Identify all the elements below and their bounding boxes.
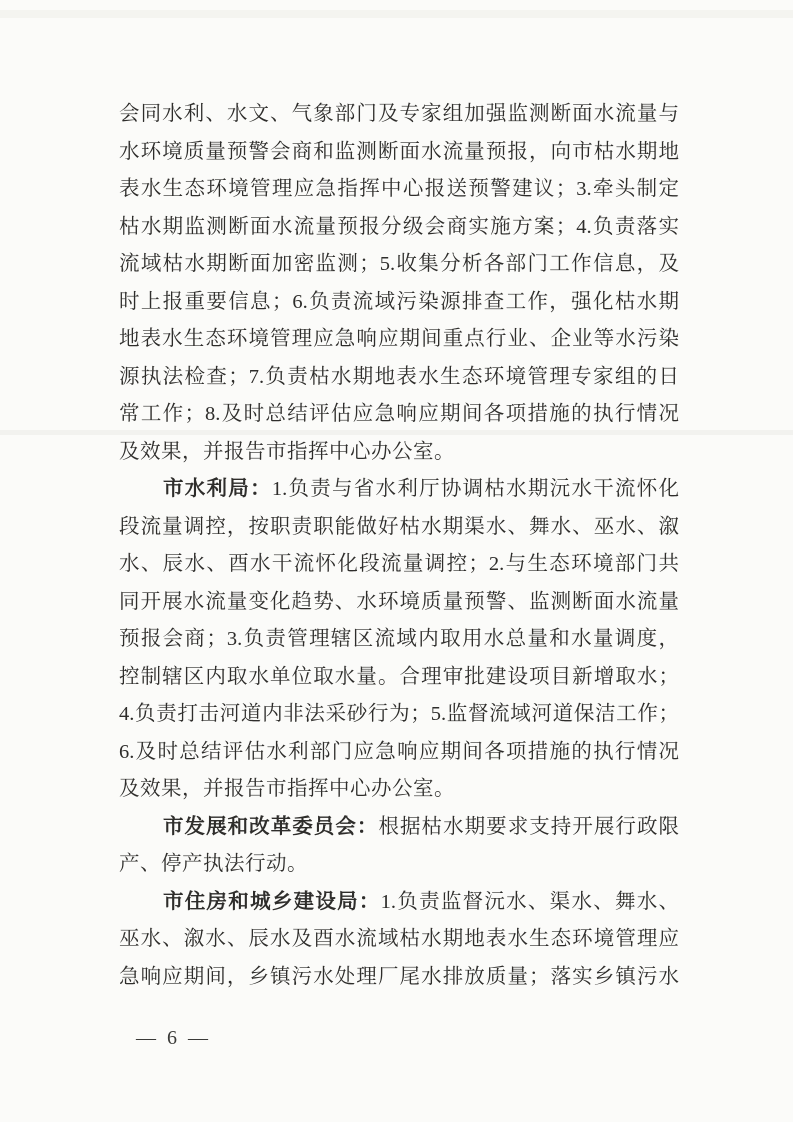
text-line: 市住房和城乡建设局：1.负责监督沅水、渠水、舞水、 xyxy=(163,890,680,913)
text-line: 流域枯水期断面加密监测；5.收集分析各部门工作信息，及 xyxy=(119,253,679,275)
text-line: 及效果，并报告市指挥中心办公室。 xyxy=(119,778,455,800)
scan-artifact xyxy=(0,10,793,18)
page-number: — 6 — xyxy=(136,1027,211,1049)
text-line: 控制辖区内取水单位取水量。合理审批建设项目新增取水； xyxy=(119,665,679,688)
text-line: 产、停产执法行动。 xyxy=(119,853,308,875)
text-line: 巫水、溆水、辰水及酉水流域枯水期地表水生态环境管理应 xyxy=(119,928,679,950)
text-line: 段流量调控，按职责职能做好枯水期渠水、舞水、巫水、溆 xyxy=(119,515,679,538)
text-line: 预报会商；3.负责管理辖区流域内取用水总量和水量调度， xyxy=(119,628,679,650)
text-line: 会同水利、水文、气象部门及专家组加强监测断面水流量与 xyxy=(119,103,679,125)
text-line: 枯水期监测断面水流量预报分级会商实施方案；4.负责落实 xyxy=(119,215,679,238)
text-line: 4.负责打击河道内非法采砂行为；5.监督流域河道保洁工作； xyxy=(119,703,679,725)
text-line: 时上报重要信息；6.负责流域污染源排查工作，强化枯水期 xyxy=(119,290,679,313)
text-line: 及效果，并报告市指挥中心办公室。 xyxy=(119,440,455,463)
section-lead: 市住房和城乡建设局： xyxy=(163,890,381,913)
text-line: 表水生态环境管理应急指挥中心报送预警建议；3.牵头制定 xyxy=(119,178,679,200)
text-line: 6.及时总结评估水利部门应急响应期间各项措施的执行情况 xyxy=(119,740,679,763)
section-lead: 市水利局： xyxy=(163,478,272,500)
text-line: 水、辰水、酉水干流怀化段流量调控；2.与生态环境部门共 xyxy=(119,553,679,575)
text-line: 常工作；8.及时总结评估应急响应期间各项措施的执行情况 xyxy=(119,403,679,425)
text-line: 市水利局：1.负责与省水利厅协调枯水期沅水干流怀化 xyxy=(163,478,680,500)
body-text-block xyxy=(119,96,679,996)
section-lead: 市发展和改革委员会： xyxy=(163,815,379,838)
text-line: 水环境质量预警会商和监测断面水流量预报，向市枯水期地 xyxy=(119,140,679,163)
text-line: 市发展和改革委员会：根据枯水期要求支持开展行政限 xyxy=(163,815,680,838)
text-line: 同开展水流量变化趋势、水环境质量预警、监测断面水流量 xyxy=(119,590,679,613)
text-line: 急响应期间，乡镇污水处理厂尾水排放质量；落实乡镇污水 xyxy=(119,965,679,988)
text-line: 源执法检查；7.负责枯水期地表水生态环境管理专家组的日 xyxy=(119,365,679,388)
text-line: 地表水生态环境管理应急响应期间重点行业、企业等水污染 xyxy=(119,328,679,350)
